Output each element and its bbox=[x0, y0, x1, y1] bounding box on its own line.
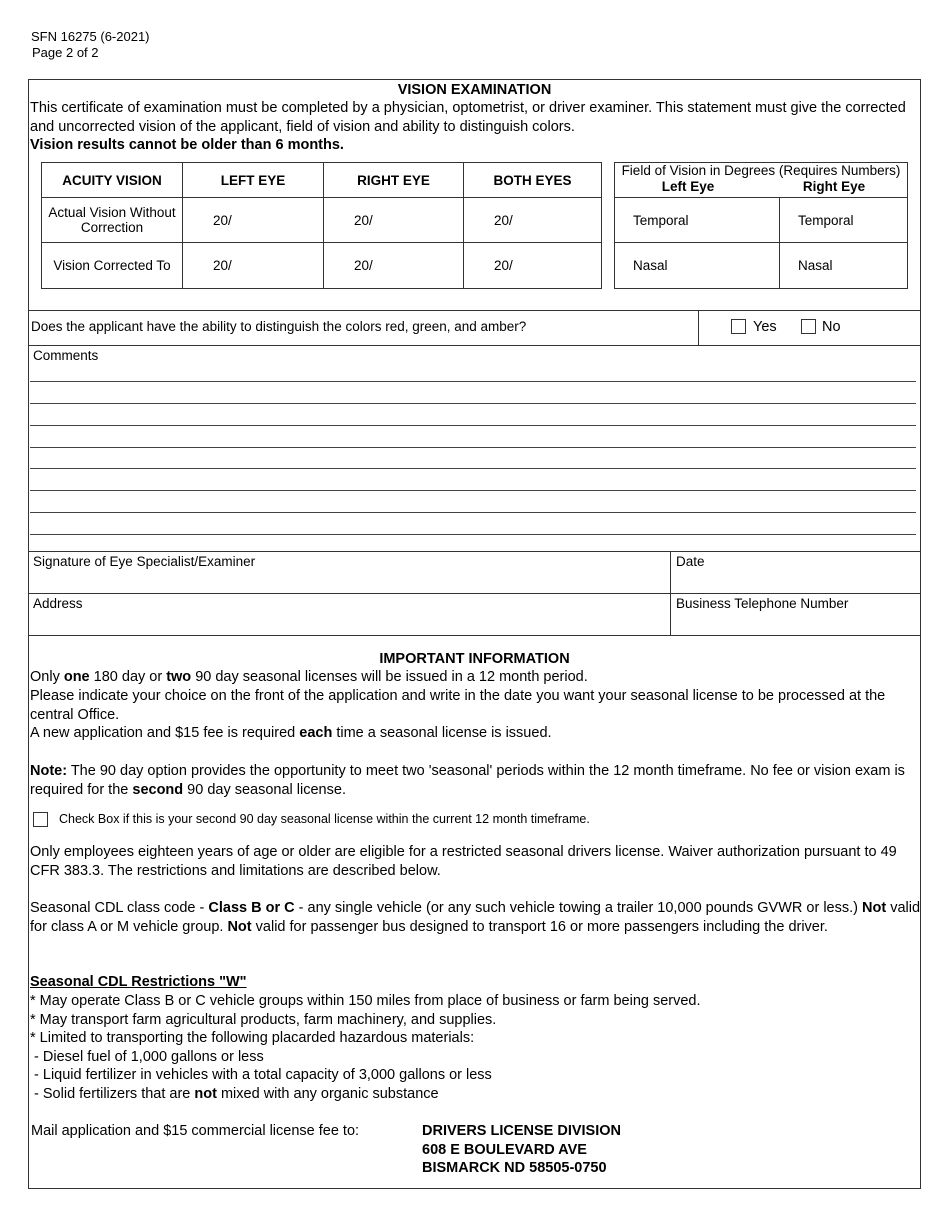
comment-line[interactable] bbox=[30, 512, 916, 513]
field-of-vision-header bbox=[615, 163, 908, 198]
restriction-item: - Solid fertilizers that are not mixed with any organic substance bbox=[30, 1086, 439, 1102]
field-of-vision-table bbox=[614, 162, 908, 289]
info-title: IMPORTANT INFORMATION bbox=[379, 651, 570, 667]
left-nasal-field[interactable]: Nasal bbox=[615, 243, 780, 289]
color-question: Does the applicant have the ability to distinguish the colors red, green, and amber? bbox=[31, 319, 527, 334]
field-right-eye-label: Right Eye bbox=[802, 179, 866, 194]
info-cdl-class: Seasonal CDL class code - Class B or C - any single vehicle (or any such vehicle towing a trailer 10,000 pounds GVWR or less.) Not valid for class A or M vehicle group. Not valid for passenger bus designed to transport 16 or more passengers including the driver. bbox=[30, 900, 921, 935]
restriction-item: - Diesel fuel of 1,000 gallons or less bbox=[30, 1049, 264, 1065]
address-line: 608 E BOULEVARD AVE bbox=[422, 1141, 587, 1158]
second-license-label: Check Box if this is your second 90 day seasonal license within the current 12 month timeframe. bbox=[59, 812, 590, 826]
divider bbox=[28, 551, 921, 552]
info-line-fee: A new application and $15 fee is required each time a seasonal license is issued. bbox=[30, 725, 552, 741]
row-label-uncorrected: Actual Vision Without Correction bbox=[42, 198, 183, 243]
restrictions-title: Seasonal CDL Restrictions "W" bbox=[30, 974, 247, 990]
vision-notice: Vision results cannot be older than 6 months. bbox=[30, 137, 344, 153]
left-temporal-field[interactable]: Temporal bbox=[615, 198, 780, 243]
right-nasal-field[interactable]: Nasal bbox=[780, 243, 908, 289]
info-line-choice: Please indicate your choice on the front of the application and write in the date you want your seasonal license to be processed at the central Office. bbox=[30, 688, 886, 723]
acuity-header: ACUITY VISION bbox=[42, 163, 183, 198]
yes-checkbox[interactable] bbox=[731, 319, 746, 334]
comment-line[interactable] bbox=[30, 425, 916, 426]
form-number: SFN 16275 (6-2021) bbox=[31, 29, 150, 44]
restriction-item: * May transport farm agricultural products, farm machinery, and supplies. bbox=[30, 1012, 497, 1028]
corrected-left-field[interactable]: 20/ bbox=[183, 243, 324, 289]
row-label-corrected: Vision Corrected To bbox=[42, 243, 183, 289]
divider bbox=[28, 593, 921, 594]
left-eye-header: LEFT EYE bbox=[183, 163, 324, 198]
page-number: Page 2 of 2 bbox=[32, 45, 99, 60]
comment-line[interactable] bbox=[30, 447, 916, 448]
vision-title: VISION EXAMINATION bbox=[397, 82, 552, 98]
divider bbox=[28, 345, 921, 346]
info-note: Note: The 90 day option provides the opportunity to meet two 'seasonal' periods within the 12 month timeframe. No fee or vision exam is required for the second 90 day seasonal license. bbox=[30, 763, 905, 798]
date-field[interactable]: Date bbox=[676, 554, 705, 569]
comment-line[interactable] bbox=[30, 381, 916, 382]
corrected-right-field[interactable]: 20/ bbox=[324, 243, 464, 289]
both-eyes-header: BOTH EYES bbox=[464, 163, 602, 198]
mail-label: Mail application and $15 commercial license fee to: bbox=[31, 1123, 360, 1139]
signature-field[interactable]: Signature of Eye Specialist/Examiner bbox=[33, 554, 256, 569]
field-of-vision-title: Field of Vision in Degrees (Requires Numbers) bbox=[621, 163, 901, 178]
restriction-item: * May operate Class B or C vehicle groups within 150 miles from place of business or farm being served. bbox=[30, 993, 701, 1009]
vision-intro: This certificate of examination must be completed by a physician, optometrist, or driver examiner. This statement must give the corrected and uncorrected vision of the applicant, field of vision and ability to distinguish colors. bbox=[30, 100, 906, 135]
field-left-eye-label: Left Eye bbox=[661, 179, 715, 194]
divider bbox=[28, 310, 921, 311]
no-label: No bbox=[822, 319, 841, 335]
info-employees: Only employees eighteen years of age or older are eligible for a restricted seasonal drivers license. Waiver authorization pursuant to 49 CFR 383.3. The restrictions and limitations are described below. bbox=[30, 844, 897, 879]
comment-line[interactable] bbox=[30, 468, 916, 469]
restriction-item: * Limited to transporting the following placarded hazardous materials: bbox=[30, 1030, 475, 1046]
phone-field[interactable]: Business Telephone Number bbox=[676, 596, 849, 611]
comment-line[interactable] bbox=[30, 403, 916, 404]
divider bbox=[28, 635, 921, 636]
address-line: BISMARCK ND 58505-0750 bbox=[422, 1160, 607, 1176]
address-field[interactable]: Address bbox=[33, 596, 83, 611]
comments-label: Comments bbox=[33, 348, 99, 363]
uncorrected-right-field[interactable]: 20/ bbox=[324, 198, 464, 243]
divider bbox=[698, 310, 699, 346]
mailing-address bbox=[422, 1122, 621, 1178]
right-temporal-field[interactable]: Temporal bbox=[780, 198, 908, 243]
info-line-limit: Only one 180 day or two 90 day seasonal licenses will be issued in a 12 month period. bbox=[30, 669, 588, 685]
no-checkbox[interactable] bbox=[801, 319, 816, 334]
yes-label: Yes bbox=[753, 319, 777, 335]
form-header bbox=[31, 29, 150, 61]
comment-line[interactable] bbox=[30, 534, 916, 535]
acuity-table bbox=[41, 162, 602, 289]
address-line: DRIVERS LICENSE DIVISION bbox=[422, 1123, 622, 1139]
comment-line[interactable] bbox=[30, 490, 916, 491]
uncorrected-left-field[interactable]: 20/ bbox=[183, 198, 324, 243]
restriction-item: - Liquid fertilizer in vehicles with a total capacity of 3,000 gallons or less bbox=[30, 1067, 492, 1083]
uncorrected-both-field[interactable]: 20/ bbox=[464, 198, 602, 243]
second-license-checkbox[interactable] bbox=[33, 812, 48, 827]
right-eye-header: RIGHT EYE bbox=[324, 163, 464, 198]
corrected-both-field[interactable]: 20/ bbox=[464, 243, 602, 289]
